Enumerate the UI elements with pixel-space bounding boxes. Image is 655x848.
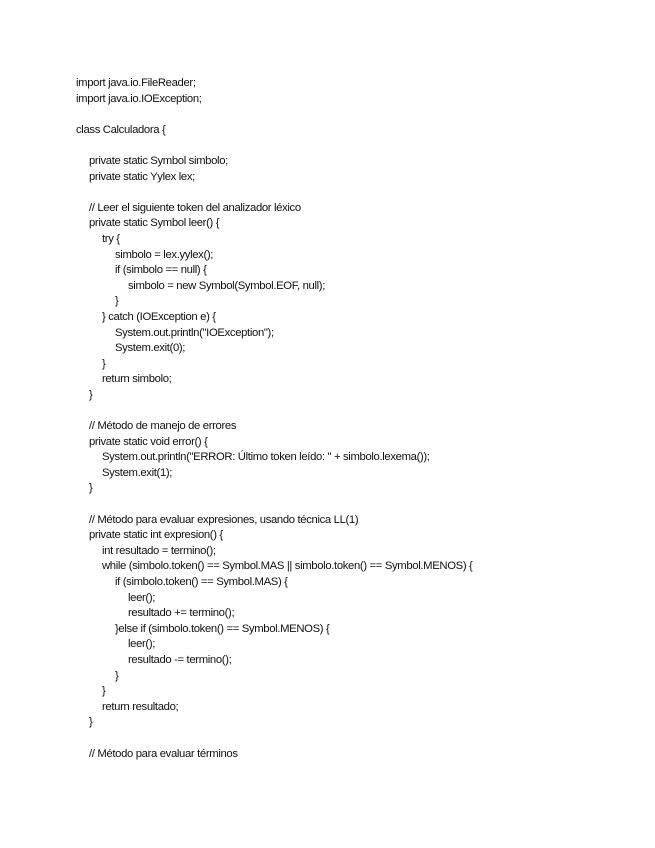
blank-line — [76, 107, 615, 123]
code-line: int resultado = termino(); — [102, 544, 216, 557]
code-line: private static Symbol simbolo; — [89, 154, 228, 167]
code-line: } — [102, 685, 106, 698]
code-line: simbolo = new Symbol(Symbol.EOF, null); — [128, 279, 325, 292]
code-line: private static Yylex lex; — [89, 170, 195, 183]
blank-line — [76, 403, 615, 419]
code-line: simbolo = lex.yylex(); — [115, 248, 214, 261]
code-line: } — [89, 388, 93, 401]
code-line: } — [115, 669, 119, 682]
code-line: System.exit(0); — [115, 342, 186, 355]
code-line: private static int expresion() { — [89, 529, 223, 542]
code-line: return simbolo; — [102, 373, 172, 386]
code-line: if (simbolo.token() == Symbol.MAS) { — [115, 576, 288, 588]
code-line: try { — [102, 232, 120, 245]
code-line: import java.io.FileReader; — [76, 77, 196, 89]
code-line: resultado -= termino(); — [128, 653, 232, 666]
code-listing — [76, 76, 615, 762]
code-line: // Leer el siguiente token del analizador léxico — [89, 201, 301, 214]
code-line: } — [102, 357, 106, 370]
code-line: } — [89, 482, 93, 495]
code-line: System.exit(1); — [102, 466, 173, 479]
code-line: if (simbolo == null) { — [115, 264, 207, 277]
code-line: } — [115, 295, 119, 308]
code-line: leer(); — [128, 638, 156, 651]
code-line: }else if (simbolo.token() == Symbol.MENOS) { — [115, 622, 330, 635]
code-line: // Método para evaluar expresiones, usando técnica LL(1) — [89, 513, 359, 526]
code-line: private static Symbol leer() { — [89, 217, 220, 230]
code-line: return resultado; — [102, 700, 179, 713]
code-line: // Método para evaluar términos — [89, 747, 238, 760]
code-line: resultado += termino(); — [128, 607, 235, 620]
code-line: System.out.println("IOException"); — [115, 326, 274, 339]
blank-line — [76, 138, 615, 154]
blank-line — [76, 185, 615, 201]
code-line: } — [89, 716, 93, 729]
blank-line — [76, 731, 615, 747]
code-line: class Calculadora { — [76, 123, 166, 136]
code-line: while (simbolo.token() == Symbol.MAS || simbolo.token() == Symbol.MENOS) { — [102, 560, 473, 573]
code-line: } catch (IOException e) { — [102, 310, 216, 323]
code-line: leer(); — [128, 591, 156, 604]
blank-line — [76, 497, 615, 513]
code-line: System.out.println("ERROR: Último token leído: " + simbolo.lexema()); — [102, 451, 430, 464]
code-line: import java.io.IOException; — [76, 92, 202, 105]
code-line: // Método de manejo de errores — [89, 420, 237, 433]
code-line: private static void error() { — [89, 435, 208, 448]
